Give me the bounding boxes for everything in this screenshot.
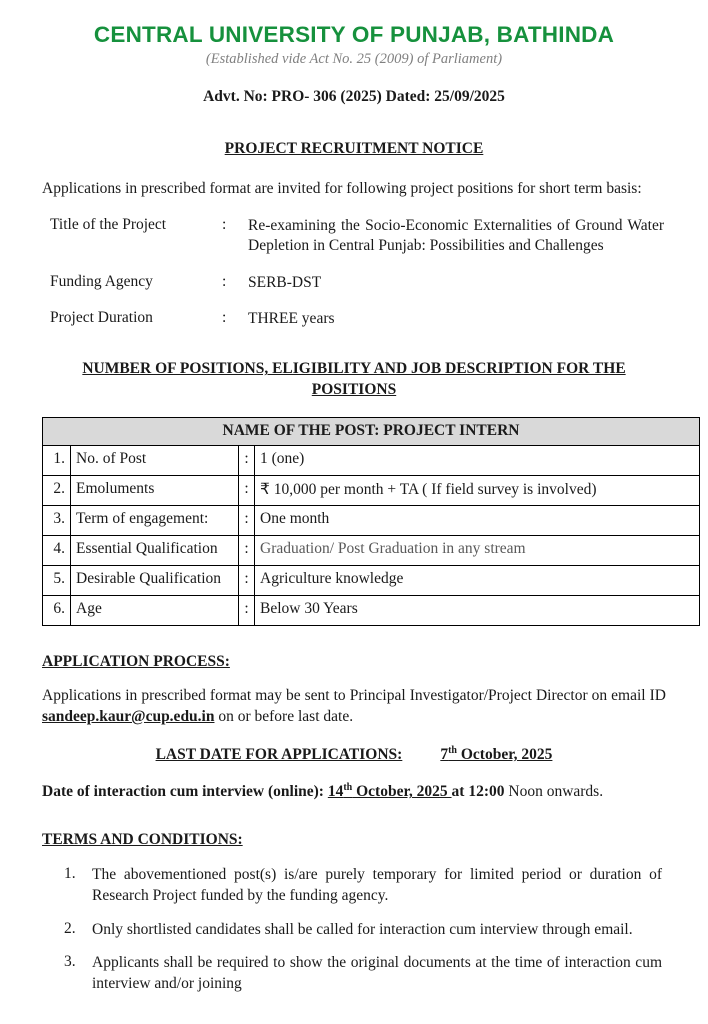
- row-number: 6.: [43, 596, 71, 626]
- application-text-post: on or before last date.: [214, 707, 354, 725]
- row-label: Desirable Qualification: [71, 566, 239, 596]
- term-number: 3.: [64, 953, 76, 971]
- table-row: [43, 446, 700, 476]
- row-label: Emoluments: [71, 476, 239, 506]
- row-separator: :: [239, 566, 255, 596]
- table-row: [43, 476, 700, 506]
- ordinal-suffix: th: [448, 745, 457, 757]
- row-value: Agriculture knowledge: [255, 566, 700, 596]
- terms-list: [42, 865, 666, 994]
- table-row: [43, 566, 700, 596]
- detail-value: THREE years: [248, 309, 335, 327]
- interview-tail: Noon onwards.: [504, 783, 604, 801]
- post-details-table: [42, 417, 700, 626]
- detail-label: Title of the Project: [50, 215, 167, 233]
- detail-label: Project Duration: [50, 308, 153, 326]
- intro-paragraph: Applications in prescribed format are invited for following project positions for short term basis:: [42, 180, 642, 197]
- row-value: Graduation/ Post Graduation in any stream: [255, 536, 700, 566]
- row-separator: :: [239, 506, 255, 536]
- row-number: 2.: [43, 476, 71, 506]
- row-separator: :: [239, 446, 255, 476]
- application-text-pre: Applications in prescribed format may be sent to Principal Investigator/Project Director on email ID: [42, 687, 666, 705]
- row-value: Below 30 Years: [255, 596, 700, 626]
- detail-row-project-duration: [50, 309, 666, 329]
- advertisement-number: Advt. No: PRO- 306 (2025) Dated: 25/09/2025: [203, 88, 505, 105]
- table-row: [43, 506, 700, 536]
- row-number: 1.: [43, 446, 71, 476]
- detail-colon: :: [222, 215, 227, 233]
- term-text: Only shortlisted candidates shall be called for interaction cum interview through email.: [92, 920, 633, 938]
- last-date-value: 7th October, 2025: [440, 745, 553, 764]
- established-subtitle: (Established vide Act No. 25 (2009) of Parliament): [205, 51, 503, 67]
- detail-value: SERB-DST: [248, 273, 322, 291]
- row-number: 4.: [43, 536, 71, 566]
- table-row: [43, 536, 700, 566]
- table-header-row: [43, 418, 700, 446]
- row-label: Term of engagement:: [71, 506, 239, 536]
- interview-date-line: [42, 783, 666, 801]
- detail-value: Re-examining the Socio-Economic Externalities of Ground Water Depletion in Central Punjab: Possibilities and Challenges: [248, 216, 664, 255]
- term-item: [64, 953, 666, 994]
- term-number: 1.: [64, 865, 76, 883]
- table-title: NAME OF THE POST: PROJECT INTERN: [43, 418, 700, 446]
- row-label: Essential Qualification: [71, 536, 239, 566]
- term-text: Applicants shall be required to show the original documents at the time of interaction cum interview and/or joining: [92, 954, 662, 992]
- last-date-line: [42, 746, 666, 764]
- interview-date: 14th October, 2025: [327, 782, 452, 801]
- row-label: No. of Post: [71, 446, 239, 476]
- detail-label: Funding Agency: [50, 272, 153, 290]
- detail-row-project-title: [50, 216, 666, 257]
- term-number: 2.: [64, 919, 76, 937]
- interview-label: Date of interaction cum interview (online):: [42, 783, 328, 801]
- row-separator: :: [239, 596, 255, 626]
- terms-heading: TERMS AND CONDITIONS:: [42, 831, 243, 849]
- row-separator: :: [239, 476, 255, 506]
- term-text: The abovementioned post(s) is/are purely temporary for limited period or duration of Research Project funded by the funding agency.: [92, 866, 662, 905]
- row-label: Age: [71, 596, 239, 626]
- row-number: 3.: [43, 506, 71, 536]
- row-value: ₹ 10,000 per month + TA ( If field survey is involved): [255, 476, 700, 506]
- row-separator: :: [239, 536, 255, 566]
- detail-colon: :: [222, 308, 227, 326]
- interview-time: at 12:00: [451, 783, 505, 801]
- row-number: 5.: [43, 566, 71, 596]
- row-value: 1 (one): [255, 446, 700, 476]
- positions-section-heading: NUMBER OF POSITIONS, ELIGIBILITY AND JOB DESCRIPTION FOR THE POSITIONS: [82, 360, 626, 399]
- email-link[interactable]: sandeep.kaur@cup.edu.in: [42, 707, 215, 725]
- application-process-heading: APPLICATION PROCESS:: [42, 653, 230, 671]
- detail-row-funding-agency: [50, 273, 666, 293]
- last-date-label: LAST DATE FOR APPLICATIONS:: [155, 746, 403, 764]
- application-paragraph: [42, 686, 666, 727]
- detail-colon: :: [222, 272, 227, 290]
- term-item: [64, 865, 666, 906]
- term-item: [64, 920, 666, 941]
- university-title: CENTRAL UNIVERSITY OF PUNJAB, BATHINDA: [93, 22, 615, 47]
- project-details: [50, 216, 666, 330]
- ordinal-suffix: th: [343, 782, 353, 794]
- notice-title: PROJECT RECRUITMENT NOTICE: [224, 140, 484, 157]
- table-row: [43, 596, 700, 626]
- row-value: One month: [255, 506, 700, 536]
